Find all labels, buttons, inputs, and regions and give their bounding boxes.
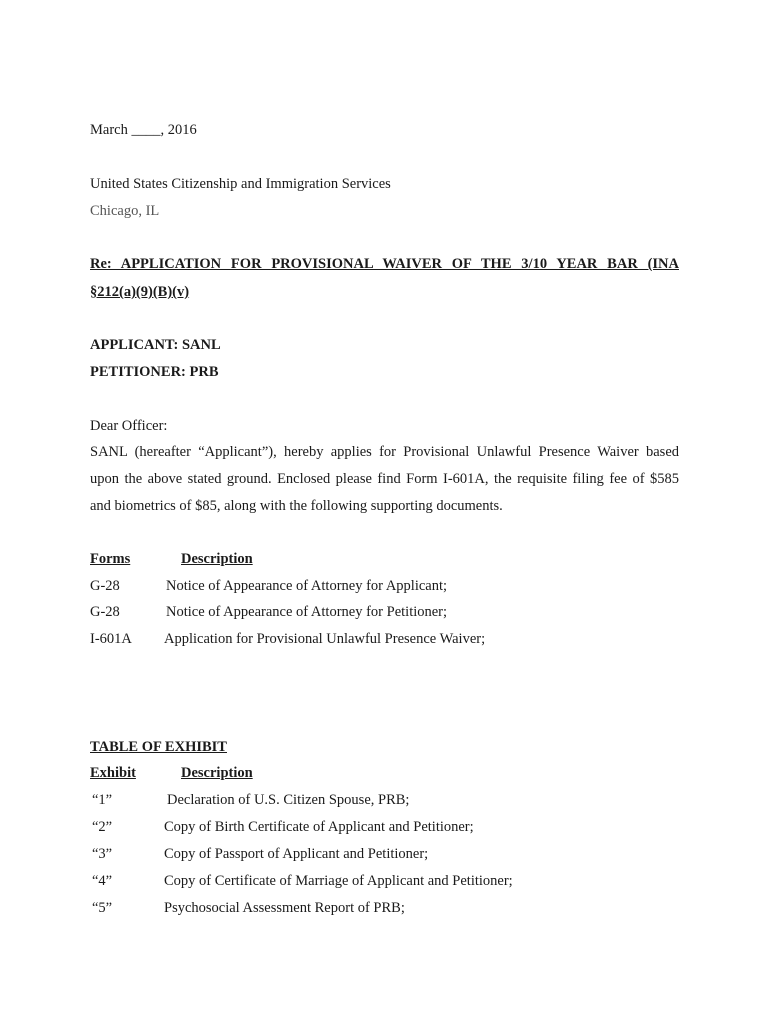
- re-line-2: §212(a)(9)(B)(v): [90, 284, 190, 300]
- forms-row-3-description: Application for Provisional Unlawful Presence Waiver;: [164, 631, 486, 647]
- exhibit-row-5-description: Psychosocial Assessment Report of PRB;: [164, 900, 405, 916]
- forms-row-3-form: I-601A: [90, 631, 132, 647]
- salutation: Dear Officer:: [90, 418, 168, 434]
- body-line-1: SANL (hereafter “Applicant”), hereby applies for Provisional Unlawful Presence Waiver based: [90, 444, 679, 460]
- body-line-2: upon the above stated ground. Enclosed please find Form I-601A, the requisite filing fee of $585: [90, 471, 679, 487]
- body-line-3: and biometrics of $85, along with the following supporting documents.: [90, 498, 503, 514]
- exhibit-row-4-number: “4”: [92, 873, 113, 889]
- petitioner-line: PETITIONER: PRB: [90, 364, 219, 380]
- exhibit-row-4-description: Copy of Certificate of Marriage of Applicant and Petitioner;: [164, 873, 513, 889]
- exhibit-row-3-number: “3”: [92, 846, 113, 862]
- forms-row-2-description: Notice of Appearance of Attorney for Petitioner;: [166, 604, 448, 620]
- letter-date: March ____, 2016: [90, 122, 197, 138]
- applicant-line: APPLICANT: SANL: [90, 337, 221, 353]
- forms-row-1-form: G-28: [90, 578, 120, 594]
- re-line-1: Re: APPLICATION FOR PROVISIONAL WAIVER OF THE 3/10 YEAR BAR (INA: [90, 256, 679, 272]
- addressee-name: United States Citizenship and Immigration Services: [90, 176, 391, 192]
- forms-row-1-description: Notice of Appearance of Attorney for Applicant;: [166, 578, 448, 594]
- exhibit-row-2-number: “2”: [92, 819, 113, 835]
- exhibit-row-1-description: Declaration of U.S. Citizen Spouse, PRB;: [167, 792, 410, 808]
- exhibit-row-2-description: Copy of Birth Certificate of Applicant and Petitioner;: [164, 819, 474, 835]
- exhibits-title: TABLE OF EXHIBIT: [90, 739, 227, 755]
- exhibits-header-description: Description: [181, 765, 253, 781]
- addressee-city: Chicago, IL: [90, 203, 160, 219]
- exhibit-row-1-number: “1”: [92, 792, 113, 808]
- exhibit-row-5-number: “5”: [92, 900, 113, 916]
- exhibit-row-3-description: Copy of Passport of Applicant and Petitioner;: [164, 846, 429, 862]
- forms-header-description: Description: [181, 551, 253, 567]
- forms-row-2-form: G-28: [90, 604, 120, 620]
- forms-header-forms: Forms: [90, 551, 131, 567]
- exhibits-header-exhibit: Exhibit: [90, 765, 136, 781]
